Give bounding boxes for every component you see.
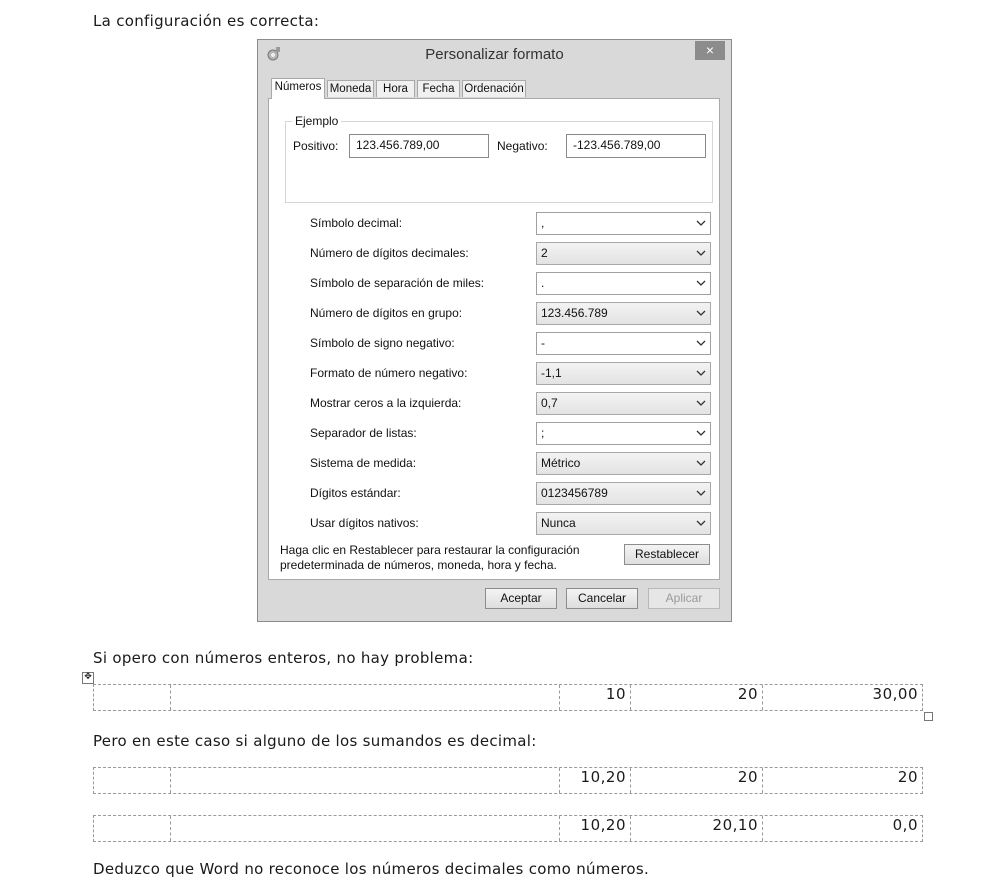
table-cell[interactable]: 20,10 bbox=[630, 816, 762, 841]
table-decimal-2 bbox=[93, 815, 923, 842]
table-decimal-1 bbox=[93, 767, 923, 794]
table-cell[interactable] bbox=[170, 685, 559, 710]
conclusion-paragraph: Deduzco que Word no reconoce los números decimales como números. bbox=[93, 860, 650, 878]
customize-format-dialog bbox=[257, 39, 732, 622]
table-cell[interactable]: 10,20 bbox=[559, 768, 630, 793]
table-cell[interactable] bbox=[94, 768, 170, 793]
setting-label: Símbolo de separación de miles: bbox=[310, 276, 485, 290]
setting-value: - bbox=[541, 336, 545, 350]
table-cell[interactable] bbox=[94, 685, 170, 710]
close-button[interactable]: × bbox=[695, 41, 725, 60]
setting-dropdown[interactable] bbox=[536, 272, 711, 295]
table-cell[interactable]: 0,0 bbox=[762, 816, 922, 841]
chevron-down-icon bbox=[695, 303, 707, 324]
positive-example-field: 123.456.789,00 bbox=[349, 134, 489, 158]
intro-text: La configuración es correcta: bbox=[93, 12, 320, 30]
chevron-down-icon bbox=[695, 393, 707, 414]
numbers-panel bbox=[268, 98, 720, 580]
setting-dropdown[interactable] bbox=[536, 212, 711, 235]
chevron-down-icon bbox=[695, 213, 707, 234]
chevron-down-icon bbox=[695, 333, 707, 354]
chevron-down-icon bbox=[695, 453, 707, 474]
setting-label: Símbolo de signo negativo: bbox=[310, 336, 455, 350]
setting-label: Separador de listas: bbox=[310, 426, 417, 440]
example-group bbox=[285, 114, 713, 203]
setting-label: Dígitos estándar: bbox=[310, 486, 401, 500]
chevron-down-icon bbox=[695, 363, 707, 384]
negative-example-field: -123.456.789,00 bbox=[566, 134, 706, 158]
setting-label: Símbolo decimal: bbox=[310, 216, 403, 230]
setting-value: -1,1 bbox=[541, 366, 562, 380]
table-cell[interactable]: 10 bbox=[559, 685, 630, 710]
table-cell[interactable] bbox=[170, 768, 559, 793]
table-cell[interactable] bbox=[94, 816, 170, 841]
tab-ordenacion[interactable]: Ordenación bbox=[462, 80, 526, 97]
setting-dropdown[interactable] bbox=[536, 362, 711, 385]
setting-label: Formato de número negativo: bbox=[310, 366, 468, 380]
setting-dropdown[interactable] bbox=[536, 482, 711, 505]
title-bar bbox=[258, 40, 731, 70]
table-cell[interactable]: 20 bbox=[762, 768, 922, 793]
apply-button[interactable]: Aplicar bbox=[648, 588, 720, 609]
integers-paragraph: Si opero con números enteros, no hay problema: bbox=[93, 649, 474, 667]
reset-info-text bbox=[280, 543, 580, 573]
setting-label: Mostrar ceros a la izquierda: bbox=[310, 396, 462, 410]
reset-info-line2: predeterminada de números, moneda, hora y fecha. bbox=[280, 558, 557, 572]
setting-label: Número de dígitos decimales: bbox=[310, 246, 469, 260]
chevron-down-icon bbox=[695, 423, 707, 444]
setting-value: Nunca bbox=[541, 516, 576, 530]
table-cell[interactable]: 20 bbox=[630, 685, 762, 710]
reset-button[interactable]: Restablecer bbox=[624, 544, 710, 565]
negative-label: Negativo: bbox=[497, 139, 548, 153]
dialog-title: Personalizar formato bbox=[425, 46, 564, 63]
table-cell[interactable] bbox=[170, 816, 559, 841]
setting-dropdown[interactable] bbox=[536, 242, 711, 265]
setting-label: Número de dígitos en grupo: bbox=[310, 306, 463, 320]
reset-info-line1: Haga clic en Restablecer para restaurar la configuración bbox=[280, 543, 580, 557]
setting-dropdown[interactable] bbox=[536, 512, 711, 535]
chevron-down-icon bbox=[695, 513, 707, 534]
chevron-down-icon bbox=[695, 483, 707, 504]
tab-moneda[interactable]: Moneda bbox=[327, 80, 374, 97]
tab-fecha[interactable]: Fecha bbox=[417, 80, 460, 97]
setting-value: Métrico bbox=[541, 456, 581, 470]
tab-hora[interactable]: Hora bbox=[376, 80, 415, 97]
ok-button[interactable]: Aceptar bbox=[485, 588, 557, 609]
table-cell[interactable]: 20 bbox=[630, 768, 762, 793]
setting-dropdown[interactable] bbox=[536, 302, 711, 325]
setting-value: . bbox=[541, 276, 545, 290]
table-resize-handle[interactable] bbox=[924, 712, 933, 721]
setting-value: 0123456789 bbox=[541, 486, 608, 500]
table-integers bbox=[93, 684, 923, 711]
setting-dropdown[interactable] bbox=[536, 392, 711, 415]
setting-dropdown[interactable] bbox=[536, 422, 711, 445]
setting-value: 2 bbox=[541, 246, 548, 260]
table-move-handle-icon[interactable]: ✥ bbox=[82, 672, 94, 684]
setting-value: 0,7 bbox=[541, 396, 558, 410]
table-cell[interactable]: 10,20 bbox=[559, 816, 630, 841]
setting-label: Usar dígitos nativos: bbox=[310, 516, 419, 530]
example-legend: Ejemplo bbox=[292, 114, 341, 128]
setting-dropdown[interactable] bbox=[536, 452, 711, 475]
setting-value: 123.456.789 bbox=[541, 306, 608, 320]
chevron-down-icon bbox=[695, 243, 707, 264]
setting-value: , bbox=[541, 216, 545, 230]
cancel-button[interactable]: Cancelar bbox=[566, 588, 638, 609]
setting-value: ; bbox=[541, 426, 545, 440]
setting-dropdown[interactable] bbox=[536, 332, 711, 355]
decimal-paragraph: Pero en este caso si alguno de los sumandos es decimal: bbox=[93, 732, 537, 750]
table-cell[interactable]: 30,00 bbox=[762, 685, 922, 710]
positive-label: Positivo: bbox=[293, 139, 339, 153]
chevron-down-icon bbox=[695, 273, 707, 294]
tab-numeros[interactable]: Números bbox=[271, 78, 325, 99]
setting-label: Sistema de medida: bbox=[310, 456, 417, 470]
